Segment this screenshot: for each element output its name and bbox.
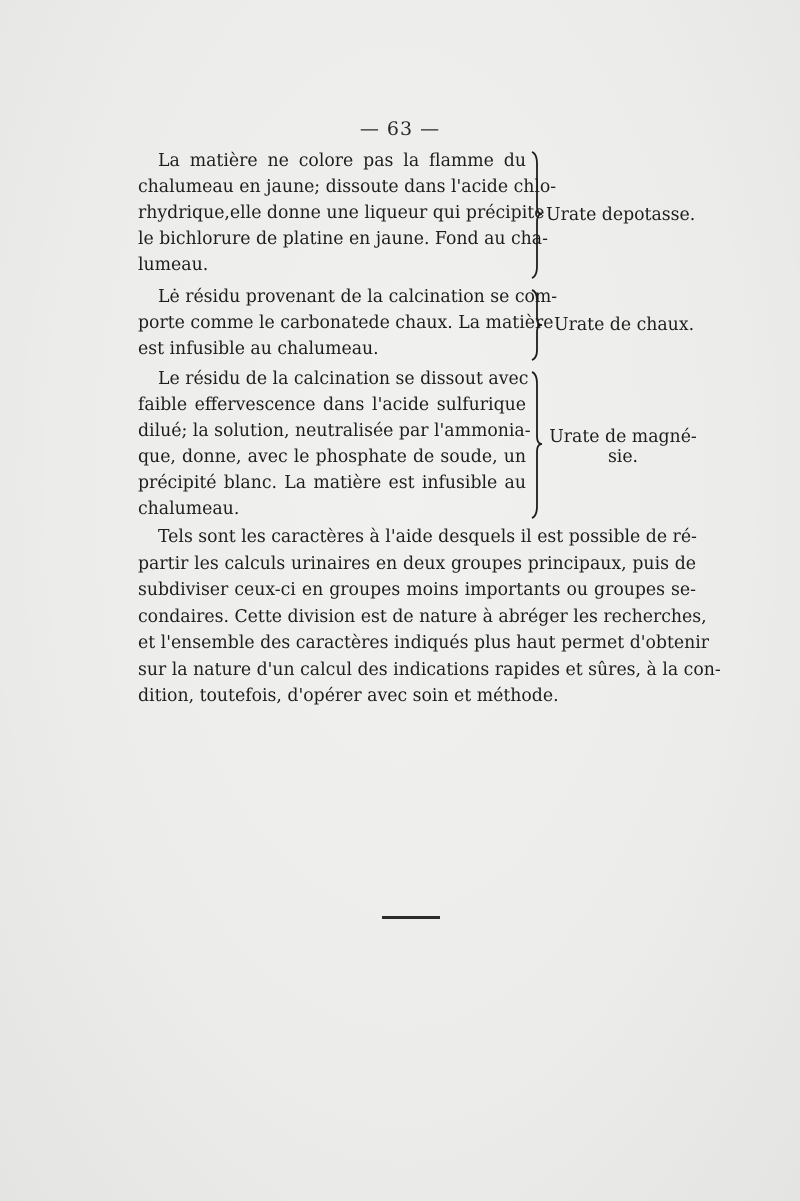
result-label: [548, 424, 698, 470]
result-line: sie.: [607, 447, 639, 467]
text-line: le bichlorure de platine en jaune. Fond au cha-: [138, 229, 548, 249]
entry-description: [138, 148, 557, 278]
curly-brace-icon: [530, 370, 544, 520]
result-line: Urate de chaux.: [554, 315, 695, 335]
result-line: Urate depotasse.: [546, 205, 696, 225]
page-number: — 63 —: [359, 118, 441, 140]
text-line: porte comme le carbonatede chaux. La matière: [138, 313, 554, 333]
text-line: La matière ne colore pas la flamme du: [158, 151, 526, 171]
text-line: est infusible au chalumeau.: [138, 339, 379, 359]
entry-description: [138, 284, 558, 362]
end-rule: [382, 916, 440, 919]
conclusion-paragraph: [138, 524, 721, 710]
text-line: subdiviser ceux-ci en groupes moins importants ou groupes se-: [138, 580, 696, 600]
entry-urate-magnesie: [138, 366, 698, 524]
text-line: précipité blanc. La matière est infusible au: [138, 473, 526, 493]
result-label: [546, 202, 695, 228]
result-label: [554, 312, 694, 338]
text-line: que, donne, avec le phosphate de soude, un: [138, 447, 526, 467]
text-line: Le résidu de la calcination se dissout avec: [158, 369, 529, 389]
text-line: dition, toutefois, d'opérer avec soin et méthode.: [138, 686, 559, 706]
text-line: dilué; la solution, neutralisée par l'ammonia-: [138, 421, 531, 441]
entry-urate-potasse: [138, 148, 698, 280]
text-line: rhydrique,elle donne une liqueur qui précipite: [138, 203, 545, 223]
curly-brace-icon: [530, 148, 544, 280]
text-line: chalumeau en jaune; dissoute dans l'acide chlo-: [138, 177, 557, 197]
text-line: sur la nature d'un calcul des indications rapides et sûres, à la con-: [138, 659, 721, 680]
entry-urate-chaux: [138, 284, 698, 364]
text-line: faible effervescence dans l'acide sulfurique: [138, 395, 526, 415]
text-line: et l'ensemble des caractères indiqués plus haut permet d'obtenir: [138, 633, 710, 653]
entry-description: [138, 366, 531, 522]
curly-brace-icon: [530, 288, 544, 362]
text-line: Tels sont les caractères à l'aide desquels il est possible de ré-: [158, 527, 697, 547]
text-line: lumeau.: [138, 255, 209, 275]
result-line: Urate de magné-: [549, 427, 697, 447]
text-line: partir les calculs urinaires en deux groupes principaux, puis de: [138, 553, 696, 574]
text-line: condaires. Cette division est de nature à abréger les recherches,: [138, 606, 707, 627]
text-line: Lė résidu provenant de la calcination se com-: [158, 287, 558, 307]
text-line: chalumeau.: [138, 499, 240, 519]
